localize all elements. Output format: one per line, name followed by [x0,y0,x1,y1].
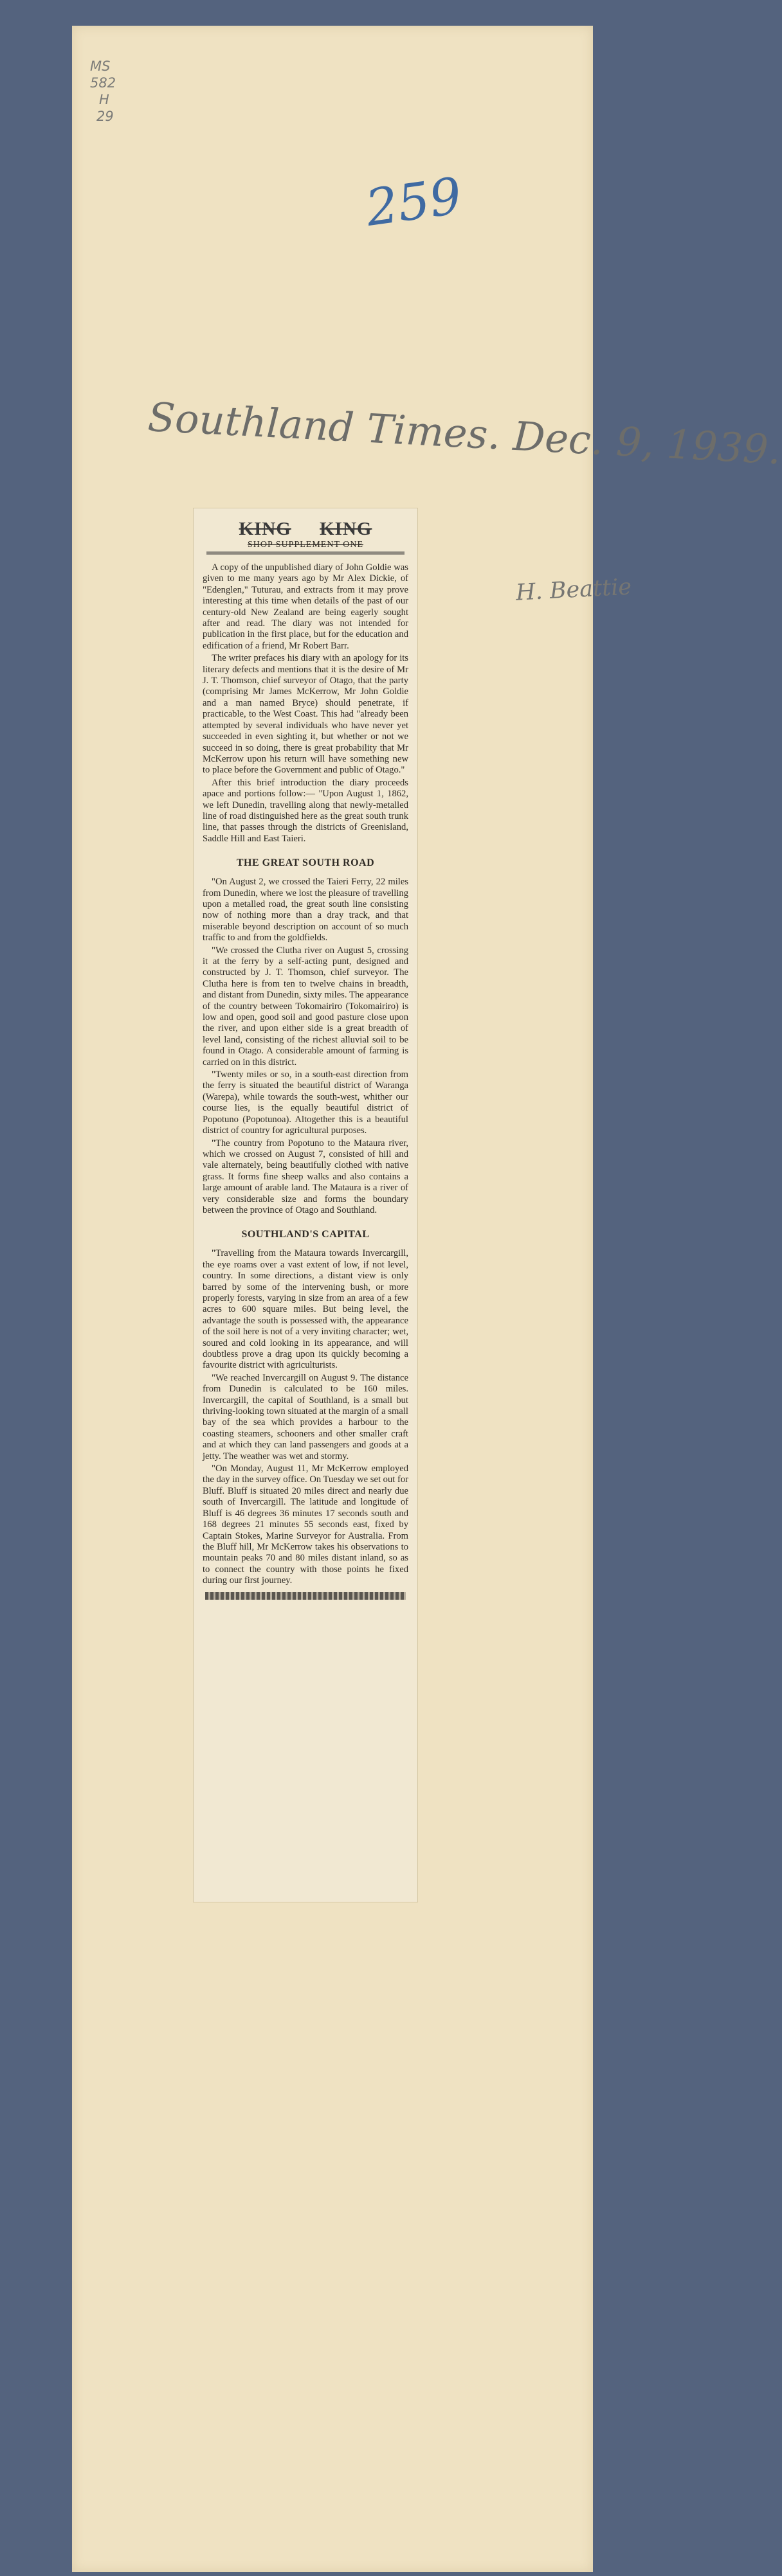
article-paragraph: "We crossed the Clutha river on August 5, crossing it at the ferry by a self-acting punt, designed and constructed by J. T. Thomson, chief surveyor. The Clutha here is from ten to twelve chains in breadth, and distant from Dunedin, sixty miles. The appearance of the country between Tokomairiro (Tokomairiro) is low and open, good soil and good pasture close upon the river, and upon either side is a great breadth of level land, consisting of the richest alluvial soil to be found in Otago. A considerable amount of farming is carried on in this district. [203,945,408,1068]
header-left: KING [239,519,291,539]
ref-line: 582 [90,75,116,91]
article-paragraph: A copy of the unpublished diary of John Goldie was given to me many years ago by Mr Alex Dickie, of "Edenglen," Tuturau, and extracts from it may prove interesting at this time when details of the past of our century-old New Zealand are being eagerly sought after and read. The diary was not intended for publication in the first place, but for the education and edification of a friend, Mr Robert Barr. [203,562,408,651]
article-paragraph: "The country from Popotuno to the Mataura river, which we crossed on August 7, consisted of hill and vale alternately, being beautifully clothed with native grass. It forms fine sheep walks and also contains a large amount of arable land. The Mataura is a river of very considerable size and forms the boundary between the province of Otago and Southland. [203,1138,408,1215]
ref-line: 29 [96,109,114,124]
article-paragraph: "We reached Invercargill on August 9. The distance from Dunedin is calculated to be 160 miles. Invercargill, the capital of Southland, is a small but thriving-looking town situated at the margin of a small bay of the sea which provides a harbour to the coasting steamers, schooners and other smaller craft and at which they can land passengers and goods at a jetty. The weather was wet and stormy. [203,1372,408,1462]
article-section [203,1229,408,1586]
ref-line: MS [90,58,111,74]
article-paragraph: The writer prefaces his diary with an apology for its literary defects and mentions that it is the desire of Mr J. T. Thomson, chief surveyor of Otago, that the party (comprising Mr James McKerrow, Mr John Goldie and a man named Bryce) should penetrate, if practicable, to the West Coast. This had "already been attempted by several individuals who have never yet succeeded in even sighting it, but whether or not we succeed in so doing, there is great probability that Mr McKerrow upon his return will have something new to place before the Government and public of Otago." [203,653,408,776]
clipping-header [203,519,408,540]
article-section [203,562,408,845]
archive-reference [90,58,116,125]
section-heading: SOUTHLAND'S CAPITAL [241,1229,370,1240]
folio-number: 259 [362,167,466,238]
clipping-bottom-rule [205,1592,406,1600]
article-paragraph: "Travelling from the Mataura towards Invercargill, the eye roams over a vast extent of low, if not level, country. In some directions, a distant view is only barred by some of the intervening bush, or more properly forests, varying in size from an area of a few acres to 600 square miles. But being level, the advantage the south is possessed with, the appearance of the soil here is not of a very inviting character; wet, soured and cold looking in its appearance, and will doubtless prove a drag upon its quickly becoming a favourite district with agriculturists. [203,1248,408,1371]
header-right: KING [320,519,372,539]
ref-line: H [99,92,109,107]
article-paragraph: "On Monday, August 11, Mr McKerrow employed the day in the survey office. On Tuesday we set out for Bluff. Bluff is situated 20 miles direct and nearly due south of Invercargill. The latitude and longitude of Bluff is 46 degrees 36 minutes 17 seconds south and 168 degrees 21 minutes 55 seconds east, fixed by Captain Stokes, Marine Surveyor for Australia. From the Bluff hill, Mr McKerrow takes his observations to mountain peaks 70 and 80 miles distant inland, so as to connect the country with those points he fixed during our first journey. [203,1463,408,1586]
article-paragraph: "On August 2, we crossed the Taieri Ferry, 22 miles from Dunedin, where we lost the pleasure of travelling upon a metalled road, the great south line consisting now of nothing more than a dray track, and that miserable beyond description on account of so much traffic to and from the goldfields. [203,877,408,944]
newspaper-clipping [193,508,418,1902]
source-annotation: Southland Times. Dec. 9, 1939. [147,393,782,474]
article-section [203,857,408,1216]
article-paragraph: "Twenty miles or so, in a south-east direction from the ferry is situated the beautiful district of Waranga (Warepa), while towards the south-west, whither our course lies, is the equally beautiful district of Popotuno (Popotunoa). Altogether this is a beautiful district of country for agricultural purposes. [203,1069,408,1136]
article-paragraph: After this brief introduction the diary proceeds apace and portions follow:— "Upon August 1, 1862, we left Dunedin, travelling along that newly-metalled line of road distinguished here as the great south trunk line, that passes through the districts of Greenisland, Saddle Hill and East Taieri. [203,777,408,844]
clipping-subheader: SHOP SUPPLEMENT ONE [206,540,405,555]
author-annotation: H. Beattie [515,574,633,606]
section-heading: THE GREAT SOUTH ROAD [236,857,375,869]
